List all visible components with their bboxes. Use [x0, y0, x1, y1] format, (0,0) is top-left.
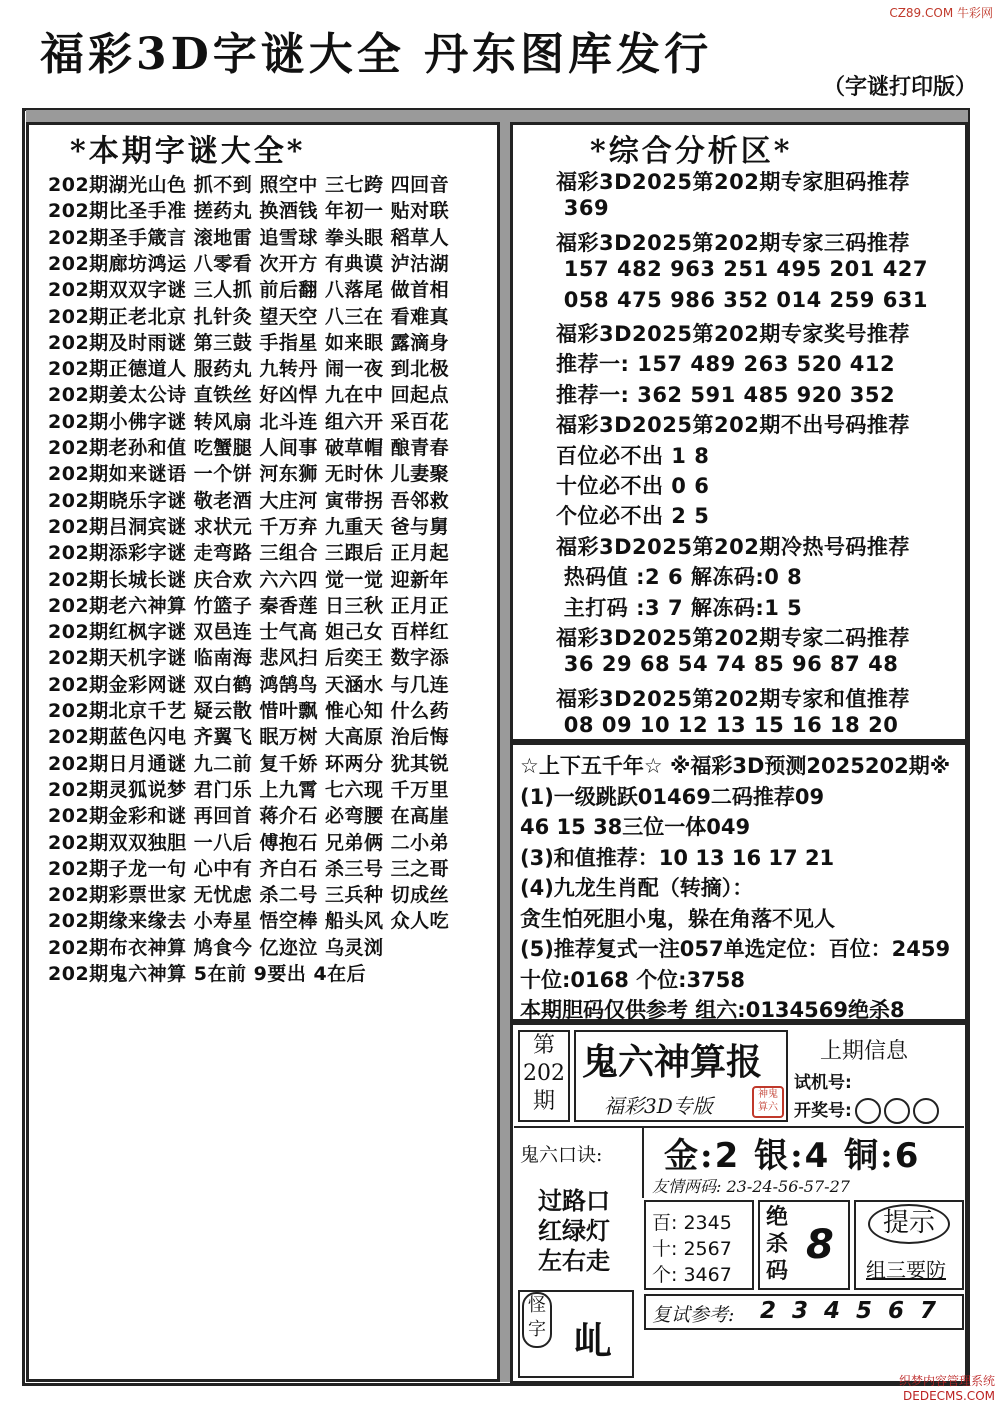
- odd-char-label-1: 怪: [528, 1295, 546, 1316]
- retest-label: 复试参考:: [652, 1304, 735, 1326]
- odd-char: 乢: [574, 1318, 613, 1363]
- poem: [538, 1186, 610, 1276]
- riddle-row: 202期鬼六神算 5在前 9要出 4在后: [48, 963, 367, 985]
- riddle-row: 202期比圣手准 搓药丸 换酒钱 年初一 贴对联: [48, 200, 450, 223]
- riddle-row: 202期缘来缘去 小寿星 悟空棒 船头风 众人吃: [48, 910, 450, 933]
- riddle-row: 202期日月通谜 九二前 复千娇 环两分 犹其锐: [48, 752, 450, 775]
- kill-label: [766, 1204, 788, 1285]
- draw-ball-2: [884, 1098, 910, 1124]
- analysis-line: 热码值 :2 6 解冻码:0 8: [556, 565, 803, 590]
- riddle-row: 202期金彩和谜 再回首 蒋介石 必弯腰 在高崖: [48, 805, 450, 828]
- poem-line-2: 红绿灯: [538, 1216, 610, 1245]
- riddle-row: 202期老孙和值 吃蟹腿 人间事 破草帽 酿青春: [48, 437, 450, 459]
- analysis-line: 福彩3D2025第202期专家胆码推荐: [556, 170, 910, 194]
- red-seal: 神鬼 算六: [752, 1086, 784, 1118]
- issue-line-3: 期: [532, 1089, 555, 1114]
- prediction-line: ☆上下五千年☆ ※福彩3D预测2025202期※: [520, 754, 951, 778]
- footer-watermark: [899, 1374, 995, 1404]
- riddle-row: 202期添彩字谜 走弯路 三组合 三跟后 正月起: [48, 542, 450, 565]
- prediction-line: 46 15 38三位一体049: [520, 815, 751, 839]
- riddle-row: 202期灵狐说梦 君门乐 上九霄 七六现 千万里: [48, 778, 450, 801]
- riddle-row: 202期金彩网谜 双白鹤 鸿鹄鸟 天涵水 与几连: [48, 673, 450, 696]
- analysis-line: 推荐一: 157 489 263 520 412: [556, 352, 896, 377]
- analysis-title: *综合分析区*: [590, 134, 793, 169]
- analysis-line: 十位必不出 0 6: [556, 474, 710, 498]
- riddle-row: 202期小佛字谜 转风扇 北斗连 组六开 采百花: [48, 410, 450, 433]
- analysis-line: 推荐一: 362 591 485 920 352: [556, 382, 896, 407]
- trial-label: 试机号:: [794, 1073, 852, 1093]
- footer-watermark-line-1: 织梦内容管理系统: [898, 1374, 995, 1388]
- riddle-row: 202期晓乐字谜 敬老酒 大庄河 寅带拐 吾邻救: [48, 489, 450, 512]
- position-hundreds: 百: 2345: [652, 1212, 732, 1234]
- riddle-row: 202期北京千艺 疑云散 惜叶飘 惟心知 什么药: [48, 700, 450, 722]
- riddle-row: 202期布衣神算 鸠食今 亿迩泣 乌灵浏: [48, 936, 384, 959]
- analysis-line: 157 482 963 251 495 201 427: [556, 257, 929, 282]
- draw-row: [794, 1096, 939, 1124]
- prediction-line: 贪生怕死胆小鬼，躲在角落不见人: [520, 906, 835, 931]
- paper-name: 鬼六神算报: [582, 1041, 763, 1083]
- issue-line-2: 202: [523, 1061, 565, 1086]
- silver-value: 4: [804, 1136, 831, 1176]
- analysis-line: 福彩3D2025第202期专家二码推荐: [556, 626, 910, 650]
- riddle-row: 202期子龙一句 心中有 齐白石 杀三号 三之哥: [48, 857, 450, 880]
- riddle-row: 202期湖光山色 抓不到 照空中 三七跨 四回音: [48, 174, 450, 196]
- draw-ball-3: [913, 1098, 939, 1124]
- riddle-row: 202期正德道人 服药丸 九转丹 闹一夜 到北极: [48, 358, 450, 381]
- column-divider: [500, 112, 510, 1382]
- copper-value: 6: [894, 1136, 921, 1176]
- riddle-row: 202期正老北京 扎针灸 望天空 八三在 看难真: [48, 305, 450, 328]
- kill-char-3: 码: [766, 1258, 789, 1284]
- kill-char-2: 杀: [766, 1231, 789, 1257]
- friend-value: 23-24-56-57-27: [726, 1177, 850, 1196]
- paper-edition: 福彩3D专版: [604, 1094, 713, 1118]
- positions: [652, 1210, 732, 1288]
- analysis-line: 36 29 68 54 74 85 96 87 48: [556, 652, 899, 677]
- hint-value: 组三要防: [866, 1258, 946, 1282]
- friend-label: 友情两码:: [652, 1177, 722, 1196]
- analysis-line: 369: [556, 196, 610, 221]
- riddle-row: 202期吕洞宾谜 求状元 千万弃 九重天 爸与舅: [48, 515, 450, 538]
- analysis-line: 福彩3D2025第202期专家三码推荐: [556, 230, 910, 255]
- analysis-line: 08 09 10 12 13 15 16 18 20: [556, 713, 899, 738]
- friend-row: [652, 1174, 850, 1197]
- prediction-line: (1)一级跳跃01469二码推荐09: [520, 784, 825, 809]
- analysis-line: 个位必不出 2 5: [556, 504, 710, 529]
- kill-char-1: 绝: [766, 1204, 789, 1230]
- analysis-line: 主打码 :3 7 解冻码:1 5: [556, 595, 803, 620]
- issue-line-1: 第: [532, 1033, 555, 1058]
- prediction-line: 十位:0168 个位:3758: [520, 967, 746, 992]
- retest-value: 2 3 4 5 6 7: [760, 1298, 941, 1324]
- copper-label: 铜:: [844, 1136, 895, 1176]
- hint-label: 提示: [868, 1204, 950, 1244]
- draw-ball-1: [855, 1098, 881, 1124]
- poem-line-3: 左右走: [538, 1246, 610, 1275]
- site-watermark: CZ89.COM 牛彩网: [889, 6, 993, 20]
- mantra-divider: [642, 1128, 644, 1198]
- footer-watermark-line-2: DEDECMS.COM: [903, 1389, 995, 1403]
- poem-line-1: 过路口: [538, 1186, 610, 1215]
- riddle-row: 202期如来谜语 一个饼 河东狮 无时休 儿妻聚: [48, 463, 450, 486]
- riddle-row: 202期彩票世家 无忧虑 杀二号 三兵种 切成丝: [48, 884, 450, 907]
- issue-number: [518, 1032, 570, 1116]
- odd-char-label-2: 字: [528, 1319, 546, 1340]
- riddle-row: 202期蓝色闪电 齐翼飞 眠万树 大高原 治后悔: [48, 726, 450, 749]
- prediction-line: 本期胆码仅供参考 组六:0134569绝杀8: [520, 998, 905, 1022]
- riddle-row: 202期红枫字谜 双邑连 士气高 妲己女 百样红: [48, 621, 450, 644]
- riddle-row: 202期双双字谜 三人抓 前后翻 八落尾 做首相: [48, 279, 450, 302]
- analysis-line: 百位必不出 1 8: [556, 443, 710, 468]
- analysis-line: 福彩3D2025第202期不出号码推荐: [556, 413, 910, 438]
- position-tens: 十: 2567: [652, 1238, 732, 1260]
- analysis-line: 福彩3D2025第202期专家奖号推荐: [556, 322, 910, 346]
- gold-label: 金:: [664, 1136, 715, 1176]
- last-info-title: 上期信息: [820, 1039, 909, 1064]
- riddle-row: 202期双双独胆 一八后 傅抱石 兄弟俩 二小弟: [48, 831, 450, 854]
- riddle-row: 202期天机字谜 临南海 悲风扫 后奕王 数字添: [48, 647, 450, 670]
- riddle-row: 202期廊坊鸿运 八零看 次开方 有典谟 泸沽湖: [48, 252, 450, 275]
- riddle-row: 202期姜太公诗 直铁丝 好凶悍 九在中 回起点: [48, 384, 450, 407]
- mantra-label: 鬼六口诀:: [520, 1144, 603, 1166]
- page-subtitle: （字谜打印版）: [822, 74, 977, 100]
- riddle-row: 202期长城长谜 庆合欢 六六四 觉一觉 迎新年: [48, 568, 450, 591]
- analysis-line: 福彩3D2025第202期冷热号码推荐: [556, 534, 910, 559]
- top-divider: [26, 110, 968, 122]
- position-units: 个: 3467: [652, 1264, 732, 1286]
- kill-value: 8: [806, 1222, 834, 1268]
- riddle-row: 202期及时雨谜 第三鼓 手指星 如来眼 露滴身: [48, 331, 450, 354]
- prediction-line: (5)推荐复式一注057单选定位：百位：2459: [520, 937, 951, 961]
- page-title: 福彩3D字谜大全 丹东图库发行: [40, 29, 713, 80]
- medal-row: [664, 1128, 920, 1177]
- riddle-row: 202期圣手箴言 滚地雷 追雪球 拳头眼 稻草人: [48, 226, 450, 249]
- riddle-row: 202期老六神算 竹篮子 秦香莲 日三秋 正月正: [48, 594, 450, 617]
- odd-char-label: [522, 1292, 552, 1348]
- gold-value: 2: [714, 1136, 741, 1176]
- prediction-line: (4)九龙生肖配（转摘）：: [520, 876, 754, 900]
- riddles-title: *本期字谜大全*: [70, 134, 306, 169]
- analysis-line: 福彩3D2025第202期专家和值推荐: [556, 686, 910, 711]
- prediction-line: (3)和值推荐：10 13 16 17 21: [520, 845, 835, 870]
- silver-label: 银:: [754, 1136, 805, 1176]
- draw-label: 开奖号:: [794, 1101, 852, 1121]
- analysis-line: 058 475 986 352 014 259 631: [556, 287, 929, 312]
